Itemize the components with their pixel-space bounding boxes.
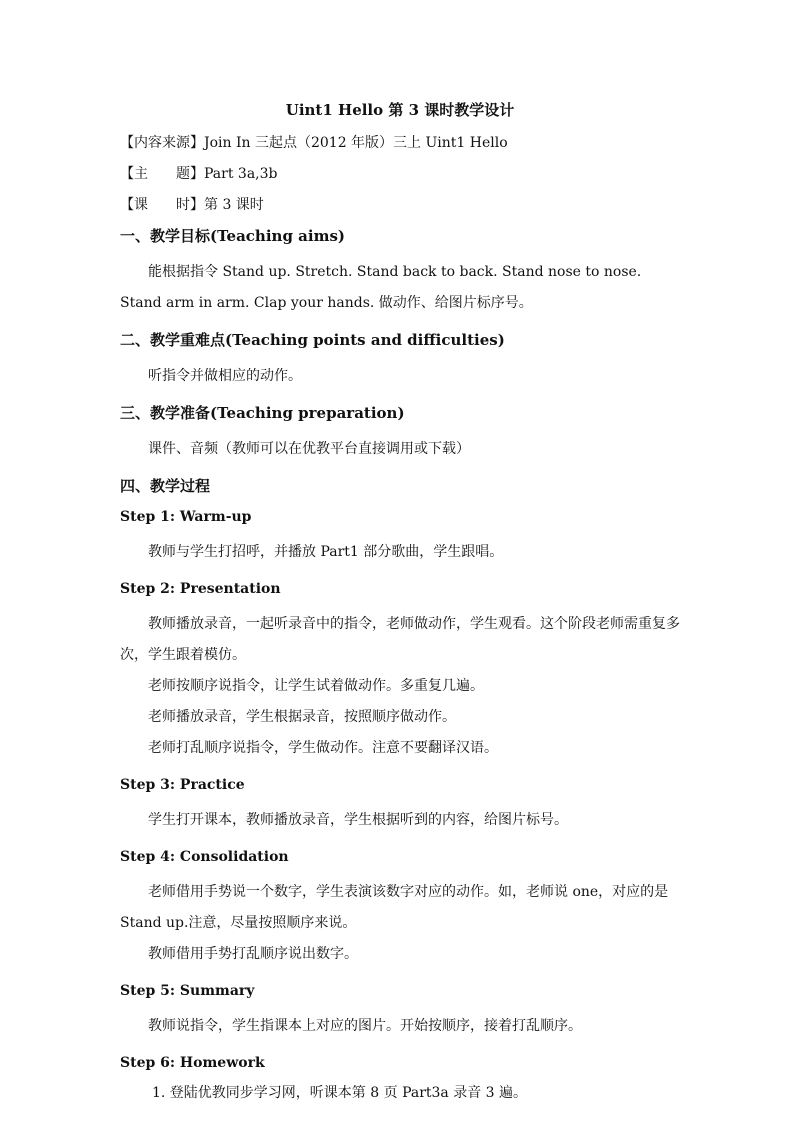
step-2-paragraph-4: 老师打乱顺序说指令，学生做动作。注意不要翻译汉语。	[148, 740, 498, 756]
points-text: 听指令并做相应的动作。	[148, 368, 302, 384]
step-2-title: Step 2: Presentation	[120, 581, 281, 597]
aims-text: 能根据指令 Stand up. Stretch. Stand back to back. Stand nose to nose. Stand arm in arm. Clap your hands. 做动作、给图片标序号。	[120, 264, 642, 311]
step-6-title: Step 6: Homework	[120, 1055, 265, 1071]
section-heading-preparation: 三、教学准备(Teaching preparation)	[120, 404, 405, 422]
meta-topic: 【主 题】Part 3a,3b	[120, 166, 278, 182]
step-5-title: Step 5: Summary	[120, 983, 255, 999]
step-4-title: Step 4: Consolidation	[120, 849, 289, 865]
step-2-paragraph-3: 老师播放录音，学生根据录音，按照顺序做动作。	[148, 709, 456, 725]
step-2-paragraph-2: 老师按顺序说指令，让学生试着做动作。多重复几遍。	[148, 678, 484, 694]
step-2-paragraph-1: 教师播放录音，一起听录音中的指令，老师做动作，学生观看。这个阶段老师需重复多次，学生跟着模仿。	[120, 616, 680, 663]
step-4-paragraph-1: 老师借用手势说一个数字，学生表演该数字对应的动作。如，老师说 one，对应的是 Stand up.注意，尽量按照顺序来说。	[120, 884, 669, 931]
section-heading-aims: 一、教学目标(Teaching aims)	[120, 227, 345, 245]
step-3-paragraph: 学生打开课本，教师播放录音，学生根据听到的内容，给图片标号。	[148, 812, 568, 828]
preparation-text: 课件、音频（教师可以在优教平台直接调用或下载）	[148, 441, 470, 457]
step-1-title: Step 1: Warm-up	[120, 509, 252, 525]
step-1-paragraph: 教师与学生打招呼，并播放 Part1 部分歌曲，学生跟唱。	[148, 544, 504, 560]
section-heading-process: 四、教学过程	[120, 477, 211, 495]
document-title: Uint1 Hello 第 3 课时教学设计	[285, 101, 515, 119]
step-5-paragraph: 教师说指令，学生指课本上对应的图片。开始按顺序，接着打乱顺序。	[148, 1018, 582, 1034]
meta-source: 【内容来源】Join In 三起点（2012 年版）三上 Uint1 Hello	[120, 135, 508, 151]
document-body	[120, 100, 680, 1103]
section-heading-points: 二、教学重难点(Teaching points and difficulties)	[120, 331, 505, 349]
step-3-title: Step 3: Practice	[120, 777, 245, 793]
meta-period: 【课 时】第 3 课时	[120, 197, 264, 213]
step-4-paragraph-2: 教师借用手势打乱顺序说出数字。	[148, 946, 358, 962]
homework-item-1: 1. 登陆优教同步学习网，听课本第 8 页 Part3a 录音 3 遍。	[152, 1085, 528, 1101]
